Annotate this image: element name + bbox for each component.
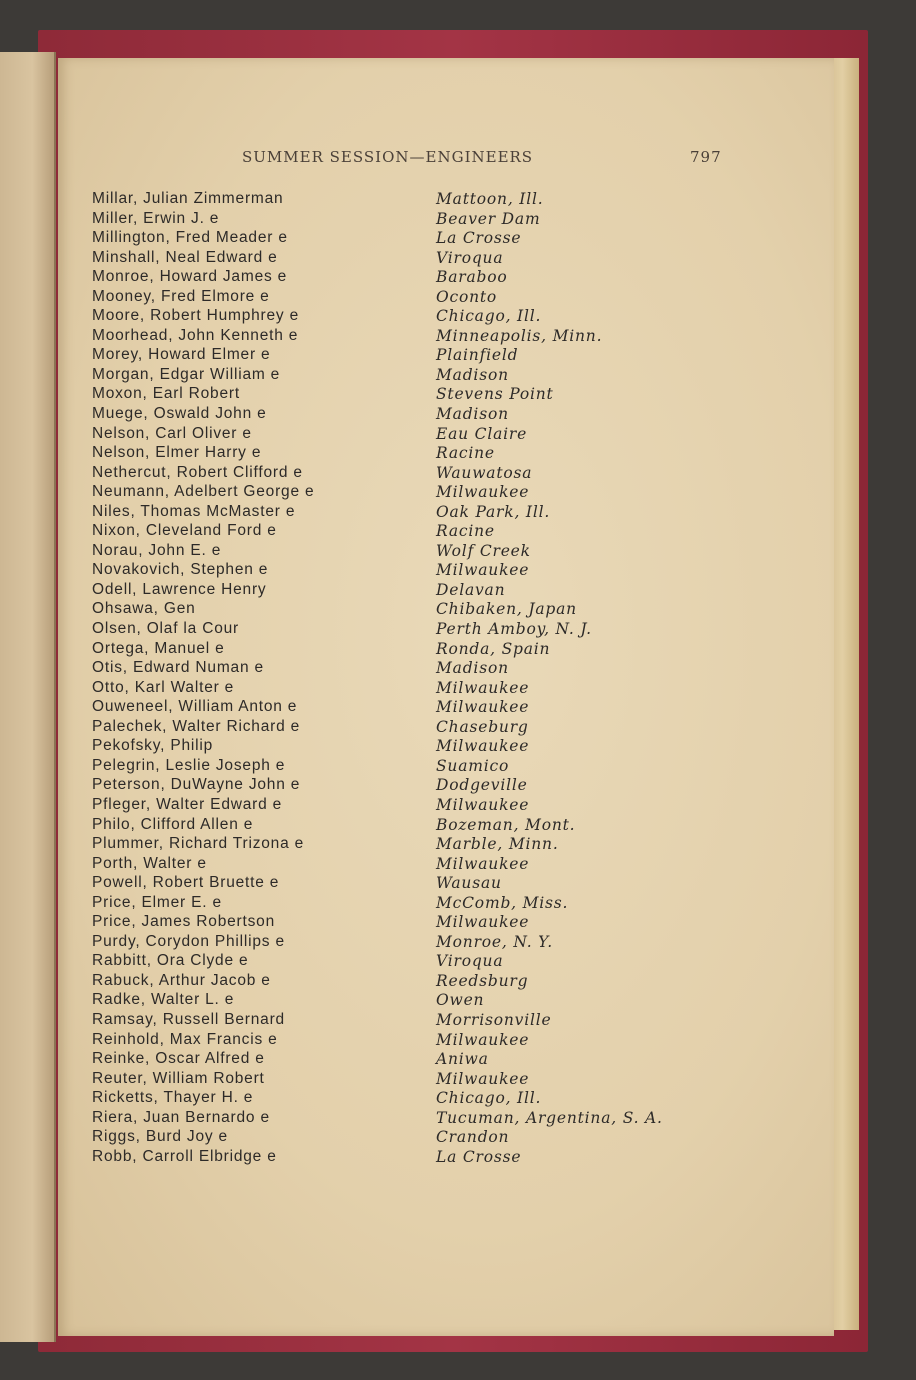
list-item	[92, 1031, 712, 1051]
list-item	[92, 757, 712, 777]
student-hometown: Ronda, Spain	[436, 639, 551, 658]
list-item	[92, 933, 712, 953]
list-item	[92, 1148, 712, 1168]
student-name: Morgan, Edgar William e	[92, 365, 281, 383]
student-hometown: Milwaukee	[436, 483, 530, 502]
list-item	[92, 249, 712, 269]
student-hometown: McComb, Miss.	[436, 893, 569, 912]
student-hometown: Aniwa	[436, 1050, 489, 1069]
student-hometown: Delavan	[436, 580, 506, 599]
list-item	[92, 1128, 712, 1148]
list-item	[92, 952, 712, 972]
list-item	[92, 581, 712, 601]
student-name: Ramsay, Russell Bernard	[92, 1010, 285, 1028]
student-hometown: Milwaukee	[436, 854, 530, 873]
student-hometown: Eau Claire	[436, 424, 528, 443]
student-hometown: Oconto	[436, 287, 498, 306]
list-item	[92, 366, 712, 386]
list-item	[92, 874, 712, 894]
student-hometown: Milwaukee	[436, 1030, 530, 1049]
student-hometown: Chicago, Ill.	[436, 1089, 542, 1108]
list-item	[92, 1089, 712, 1109]
student-name: Millington, Fred Meader e	[92, 229, 288, 247]
list-item	[92, 640, 712, 660]
student-hometown: Crandon	[436, 1128, 510, 1147]
page-number: 797	[690, 148, 722, 166]
student-name: Reinke, Oscar Alfred e	[92, 1050, 265, 1068]
list-item	[92, 288, 712, 308]
list-item	[92, 268, 712, 288]
student-hometown: Plainfield	[436, 346, 519, 365]
page-title: SUMMER SESSION—ENGINEERS	[242, 148, 534, 166]
student-name: Nixon, Cleveland Ford e	[92, 522, 277, 540]
student-hometown: Beaver Dam	[436, 209, 541, 228]
student-hometown: Morrisonville	[436, 1010, 552, 1029]
student-name: Millar, Julian Zimmerman	[92, 190, 284, 207]
student-hometown: Baraboo	[436, 268, 508, 287]
list-item	[92, 972, 712, 992]
student-name: Nethercut, Robert Clifford e	[92, 463, 303, 481]
list-item	[92, 464, 712, 484]
student-hometown: Milwaukee	[436, 678, 530, 697]
student-name: Nelson, Elmer Harry e	[92, 444, 262, 462]
student-name: Philo, Clifford Allen e	[92, 815, 254, 833]
student-name: Ricketts, Thayer H. e	[92, 1089, 254, 1107]
student-hometown: Reedsburg	[436, 971, 529, 990]
student-name: Ohsawa, Gen	[92, 600, 196, 618]
list-item	[92, 659, 712, 679]
list-item	[92, 346, 712, 366]
list-item	[92, 1050, 712, 1070]
running-header	[0, 148, 916, 168]
student-hometown: Suamico	[436, 756, 510, 775]
student-hometown: Milwaukee	[436, 913, 530, 932]
student-name: Muege, Oswald John e	[92, 405, 267, 423]
list-item	[92, 1011, 712, 1031]
list-item	[92, 776, 712, 796]
student-name: Otis, Edward Numan e	[92, 659, 264, 677]
student-hometown: Tucuman, Argentina, S. A.	[436, 1108, 663, 1127]
student-hometown: Viroqua	[436, 952, 504, 971]
student-hometown: Wausau	[436, 874, 502, 893]
student-name: Morey, Howard Elmer e	[92, 346, 271, 364]
student-hometown: Owen	[436, 991, 485, 1010]
student-name: Riggs, Burd Joy e	[92, 1128, 228, 1146]
student-name: Powell, Robert Bruette e	[92, 874, 280, 892]
student-name: Ortega, Manuel e	[92, 639, 225, 657]
student-hometown: La Crosse	[436, 229, 522, 248]
list-item	[92, 718, 712, 738]
student-name: Minshall, Neal Edward e	[92, 248, 278, 266]
student-hometown: Milwaukee	[436, 795, 530, 814]
student-list	[92, 190, 712, 1167]
student-hometown: Racine	[436, 522, 495, 541]
list-item	[92, 405, 712, 425]
student-hometown: Chibaken, Japan	[436, 600, 577, 619]
student-name: Novakovich, Stephen e	[92, 561, 269, 579]
list-item	[92, 698, 712, 718]
student-hometown: Monroe, N. Y.	[436, 932, 553, 951]
student-name: Reinhold, Max Francis e	[92, 1030, 278, 1048]
student-name: Otto, Karl Walter e	[92, 678, 235, 696]
student-hometown: Dodgeville	[436, 776, 528, 795]
student-hometown: Milwaukee	[436, 561, 530, 580]
list-item	[92, 503, 712, 523]
list-item	[92, 307, 712, 327]
list-item	[92, 1109, 712, 1129]
list-item	[92, 425, 712, 445]
student-hometown: Milwaukee	[436, 737, 530, 756]
student-name: Monroe, Howard James e	[92, 268, 288, 286]
list-item	[92, 385, 712, 405]
list-item	[92, 679, 712, 699]
student-hometown: Minneapolis, Minn.	[436, 326, 603, 345]
student-hometown: Mattoon, Ill.	[436, 190, 544, 208]
student-hometown: Madison	[436, 365, 509, 384]
list-item	[92, 1070, 712, 1090]
list-item	[92, 991, 712, 1011]
student-name: Price, James Robertson	[92, 913, 275, 931]
student-hometown: Oak Park, Ill.	[436, 502, 551, 521]
student-hometown: Racine	[436, 444, 495, 463]
list-item	[92, 327, 712, 347]
student-name: Olsen, Olaf la Cour	[92, 620, 240, 638]
student-hometown: Wauwatosa	[436, 463, 533, 482]
student-name: Robb, Carroll Elbridge e	[92, 1147, 277, 1165]
student-hometown: Perth Amboy, N. J.	[436, 620, 592, 639]
student-name: Moxon, Earl Robert	[92, 385, 240, 403]
list-item	[92, 190, 712, 210]
student-hometown: Viroqua	[436, 248, 504, 267]
student-name: Plummer, Richard Trizona e	[92, 835, 305, 853]
list-item	[92, 561, 712, 581]
student-hometown: Stevens Point	[436, 385, 554, 404]
list-item	[92, 894, 712, 914]
student-name: Price, Elmer E. e	[92, 893, 222, 911]
facing-page-edge	[0, 52, 56, 1342]
student-name: Porth, Walter e	[92, 854, 207, 872]
student-name: Mooney, Fred Elmore e	[92, 287, 270, 305]
list-item	[92, 210, 712, 230]
student-name: Norau, John E. e	[92, 541, 222, 559]
student-name: Neumann, Adelbert George e	[92, 483, 315, 501]
student-name: Rabuck, Arthur Jacob e	[92, 971, 271, 989]
student-name: Palechek, Walter Richard e	[92, 717, 301, 735]
list-item	[92, 600, 712, 620]
student-name: Radke, Walter L. e	[92, 991, 235, 1009]
student-name: Pelegrin, Leslie Joseph e	[92, 756, 286, 774]
student-hometown: Chaseburg	[436, 717, 529, 736]
student-name: Pfleger, Walter Edward e	[92, 795, 283, 813]
student-hometown: Milwaukee	[436, 1069, 530, 1088]
student-name: Miller, Erwin J. e	[92, 209, 220, 227]
student-name: Rabbitt, Ora Clyde e	[92, 952, 249, 970]
student-name: Odell, Lawrence Henry	[92, 580, 267, 598]
list-item	[92, 835, 712, 855]
student-hometown: Chicago, Ill.	[436, 307, 542, 326]
student-name: Ouweneel, William Anton e	[92, 698, 298, 716]
list-item	[92, 444, 712, 464]
list-item	[92, 855, 712, 875]
student-name: Nelson, Carl Oliver e	[92, 424, 252, 442]
student-hometown: Madison	[436, 659, 509, 678]
student-name: Reuter, William Robert	[92, 1069, 265, 1087]
student-hometown: Milwaukee	[436, 698, 530, 717]
student-hometown: Wolf Creek	[436, 541, 531, 560]
list-item	[92, 542, 712, 562]
student-name: Pekofsky, Philip	[92, 737, 214, 755]
student-name: Niles, Thomas McMaster e	[92, 502, 296, 520]
list-item	[92, 796, 712, 816]
student-hometown: Bozeman, Mont.	[436, 815, 576, 834]
student-name: Purdy, Corydon Phillips e	[92, 932, 285, 950]
list-item	[92, 522, 712, 542]
list-item	[92, 620, 712, 640]
list-item	[92, 737, 712, 757]
list-item	[92, 816, 712, 836]
student-hometown: La Crosse	[436, 1147, 522, 1166]
student-name: Peterson, DuWayne John e	[92, 776, 301, 794]
student-hometown: Madison	[436, 405, 509, 424]
list-item	[92, 913, 712, 933]
student-name: Moore, Robert Humphrey e	[92, 307, 300, 325]
list-item	[92, 483, 712, 503]
student-name: Moorhead, John Kenneth e	[92, 326, 299, 344]
student-hometown: Marble, Minn.	[436, 835, 559, 854]
list-item	[92, 229, 712, 249]
student-name: Riera, Juan Bernardo e	[92, 1108, 270, 1126]
